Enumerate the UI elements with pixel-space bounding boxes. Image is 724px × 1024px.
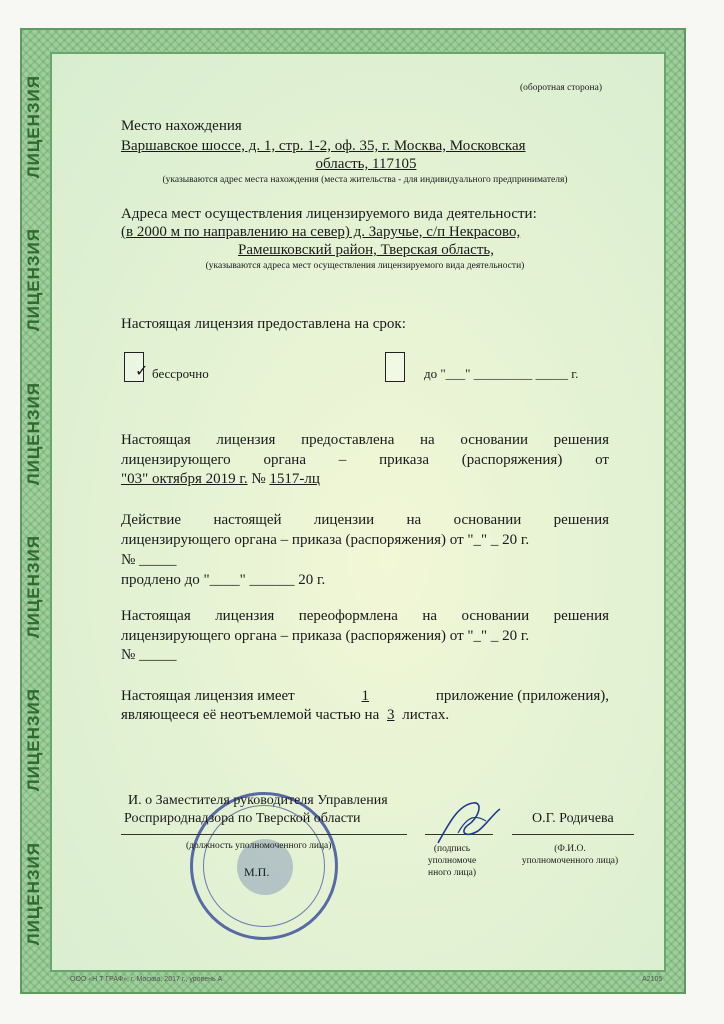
margin-label: ЛИЦЕНЗИЯ (24, 75, 43, 179)
margin-label: ЛИЦЕНЗИЯ (24, 381, 43, 485)
extension-line2: лицензирующего органа – приказа (распоряжения) от "_" _ 20 г. (121, 532, 530, 548)
signatory-position-line1: И. о Заместителя руководителя Управления (128, 793, 388, 808)
activity-title: Адреса мест осуществления лицензируемого вида деятельности: (121, 206, 537, 222)
margin-label: ЛИЦЕНЗИЯ (24, 228, 43, 332)
location-address-line2: область, 117105 (315, 156, 417, 172)
basis-date: "03" октября 2019 г. (121, 471, 248, 487)
extension-line1: Действие настоящей лицензии на основании решения (121, 512, 609, 528)
extension-line3: № _____ (121, 552, 177, 568)
margin-label: ЛИЦЕНЗИЯ (24, 535, 43, 639)
checkmark-icon: ✓ (135, 361, 149, 380)
term-title: Настоящая лицензия предоставлена на срок: (121, 316, 406, 332)
margin-label: ЛИЦЕНЗИЯ (24, 841, 43, 945)
form-code: А2105 (642, 976, 663, 983)
margin-label: ЛИЦЕНЗИЯ (24, 688, 43, 792)
license-margin-strip (22, 50, 46, 970)
appendix-count: 1 (361, 688, 370, 704)
signature-note-line2: уполномоче (427, 856, 477, 866)
appendix-text-a: Настоящая лицензия имеет (121, 688, 295, 704)
activity-address-line2: Рамешковский район, Тверская область, (238, 242, 494, 258)
location-address-line1: Варшавское шоссе, д. 1, стр. 1-2, оф. 35, г. Москва, Московская (121, 138, 526, 154)
signature-note-line3: нного лица) (428, 868, 476, 878)
signature-note-line1: (подпись (433, 844, 471, 854)
stamp-place-mark: М.П. (244, 865, 270, 879)
appendix-line1 (121, 686, 609, 706)
basis-number-label: № (251, 471, 266, 487)
appendix-line2 (121, 705, 449, 725)
signatory-position-line2: Росприроднадзора по Тверской области (124, 811, 361, 826)
appendix-text-c: являющееся её неотъемлемой частью на (121, 707, 380, 723)
appendix-text-d: листах. (402, 707, 450, 723)
position-note: (должность уполномоченного лица) (186, 841, 332, 851)
activity-address-line1: (в 2000 м по направлению на север) д. Заручье, с/п Некрасово, (121, 224, 521, 240)
name-note-line2: уполномоченного лица) (521, 856, 619, 866)
basis-number: 1517-лц (269, 471, 320, 487)
name-note-line1: (Ф.И.О. (554, 844, 586, 854)
position-underline (121, 834, 407, 835)
extension-line4: продлено до "____" ______ 20 г. (121, 572, 326, 588)
unlimited-checkbox (124, 352, 149, 382)
location-note: (указываются адрес места нахождения (места жительства - для индивидуального предпринимателя) (162, 175, 568, 185)
signature-scribble (428, 795, 508, 850)
basis-order (121, 469, 320, 489)
reissue-line3: № _____ (121, 647, 177, 663)
printer-info: ООО «Н Т ГРАФ», г. Москва, 2017 г., уровень А (70, 976, 223, 983)
basis-line1: Настоящая лицензия предоставлена на основании решения (121, 432, 609, 448)
appendix-text-b: приложение (приложения), (435, 688, 609, 704)
unlimited-label: бессрочно (152, 366, 209, 381)
reissue-line2: лицензирующего органа – приказа (распоряжения) от "_" _ 20 г. (121, 628, 530, 644)
name-underline (512, 834, 634, 835)
basis-line2: лицензирующего органа – приказа (распоряжения) от (121, 452, 609, 468)
reissue-line1: Настоящая лицензия переоформлена на основании решения (121, 608, 609, 624)
signatory-name: О.Г. Родичева (532, 811, 614, 826)
activity-note: (указываются адреса мест осуществления лицензируемого вида деятельности) (205, 261, 525, 271)
term-date-checkbox (385, 352, 405, 382)
location-title: Место нахождения (121, 118, 242, 134)
reverse-side-note: (оборотная сторона) (520, 83, 603, 93)
appendix-sheets: 3 (387, 707, 395, 723)
term-until-label: до "___" _________ _____ г. (424, 366, 579, 381)
